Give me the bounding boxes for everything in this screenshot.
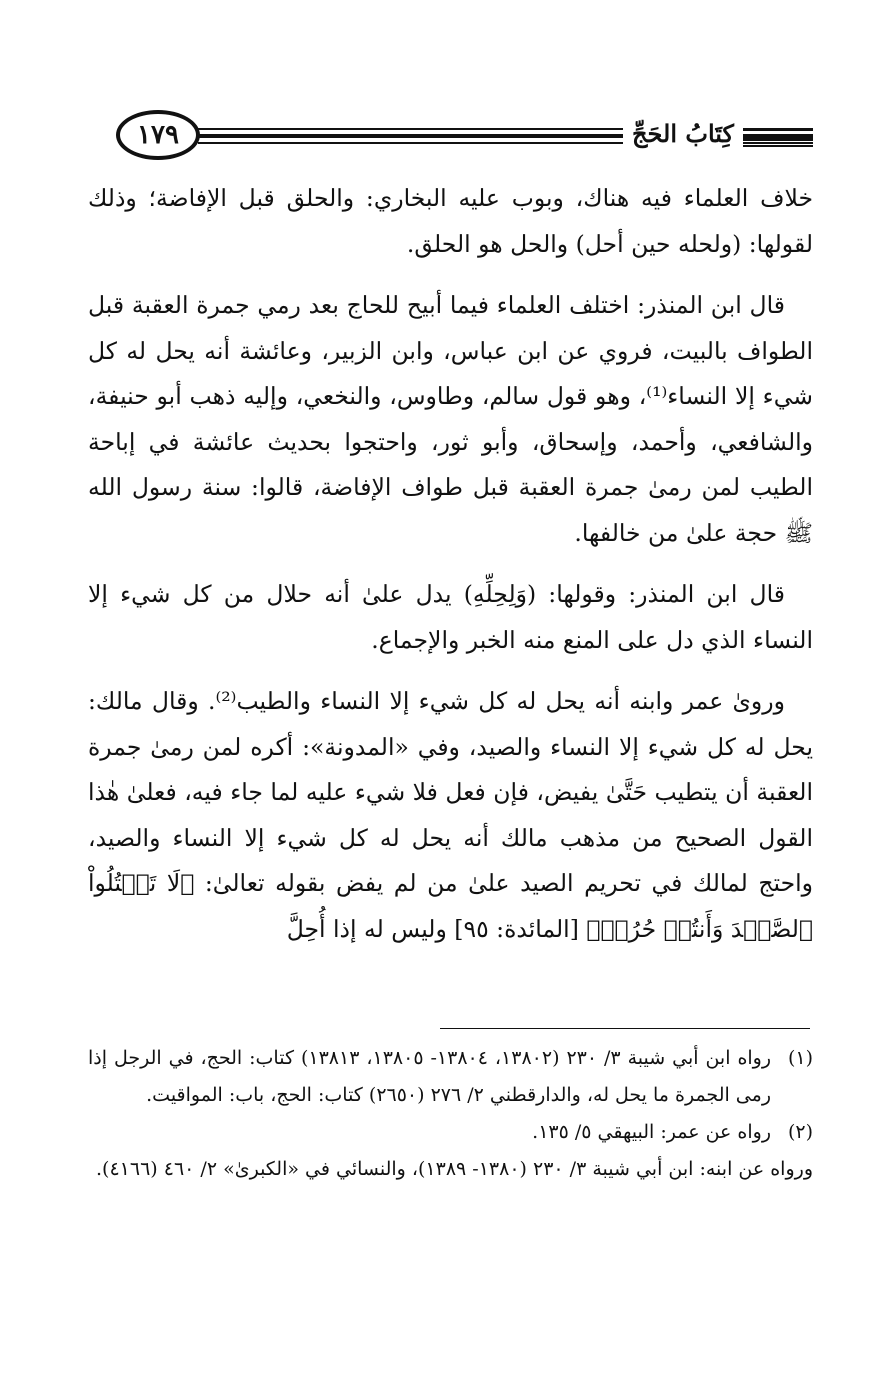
footnotes bbox=[88, 1040, 813, 1188]
footnote-number: (٢) bbox=[787, 1121, 813, 1143]
header-rule bbox=[743, 137, 813, 141]
footnote-separator bbox=[440, 1028, 810, 1029]
paragraph: ورویٰ عمر وابنه أنه يحل له كل شيء إلا النساء والطيب⁽²⁾. وقال مالك: يحل له كل شيء إلا النساء والصيد، وفي «المدونة»: أكره لمن رمىٰ جمرة العقبة أن يتطيب حَتَّىٰ يفيض، فإن فعل فلا شيء عليه لما جاء فيه، فعلىٰ هٰذا القول الصحيح من مذهب مالك أنه يحل له كل شيء إلا النساء والصيد، واحتج لمالك في تحريم الصيد علىٰ من لم يفض بقوله تعالىٰ: ﴿لَا تَقۡتُلُواْ ٱلصَّيۡدَ وَأَنتُمۡ حُرُمٞ﴾ [المائدة: ٩٥] وليس له إذا أُحِلَّ bbox=[88, 687, 813, 943]
footnote-number: (١) bbox=[787, 1047, 813, 1069]
paragraph: قال ابن المنذر: اختلف العلماء فيما أبيح للحاج بعد رمي جمرة العقبة قبل الطواف بالبيت، فروي عن ابن عباس، وابن الزبير، وعائشة أنه يحل له كل شيء إلا النساء⁽¹⁾، وهو قول سالم، وطاوس، والنخعي، وإليه ذهب أبو حنيفة، والشافعي، وأحمد، وإسحاق، وأبو ثور، واحتجوا بحديث عائشة في إباحة الطيب لمن رمىٰ جمرة العقبة قبل طواف الإفاضة، قالوا: سنة رسول الله ﷺ حجة علىٰ من خالفها. bbox=[88, 291, 813, 547]
page-number-badge: ١٧٩ bbox=[116, 110, 200, 160]
footnote-text: رواه عن عمر: البيهقي ٥/ ١٣٥. bbox=[532, 1121, 771, 1143]
footnote-text: رواه ابن أبي شيبة ٣/ ٢٣٠ (١٣٨٠٢، ١٣٨٠٤- ١٣٨٠٥، ١٣٨١٣) كتاب: الحج، في الرجل إذا رمى الجمرة ما يحل له، والدارقطني ٢/ ٢٧٦ (٢٦٥٠) كتاب: الحج، باب: المواقيت. bbox=[88, 1047, 772, 1106]
header-rule bbox=[743, 145, 813, 147]
footnote-1 bbox=[88, 1040, 813, 1114]
header-rule bbox=[743, 129, 813, 131]
paragraph: قال ابن المنذر: وقولها: (وَلِحِلِّهِ) يدل علىٰ أنه حلال من كل شيء إلا النساء الذي دل على المنع منه الخبر والإجماع. bbox=[88, 580, 813, 654]
footnote-continuation: ورواه عن ابنه: ابن أبي شيبة ٣/ ٢٣٠ (١٣٨٠- ١٣٨٩)، والنسائي في «الكبرىٰ» ٢/ ٤٦٠ (٤١٦٦). bbox=[96, 1158, 813, 1180]
page-header bbox=[88, 104, 813, 166]
chapter-title: كِتَابُ الحَجِّ bbox=[623, 114, 743, 154]
paragraph: خلاف العلماء فيه هناك، وبوب عليه البخاري: والحلق قبل الإفاضة؛ وذلك لقولها: (ولحله حين أحل) والحل هو الحلق. bbox=[88, 184, 813, 258]
footnote-2 bbox=[88, 1114, 813, 1151]
main-text bbox=[88, 176, 813, 968]
